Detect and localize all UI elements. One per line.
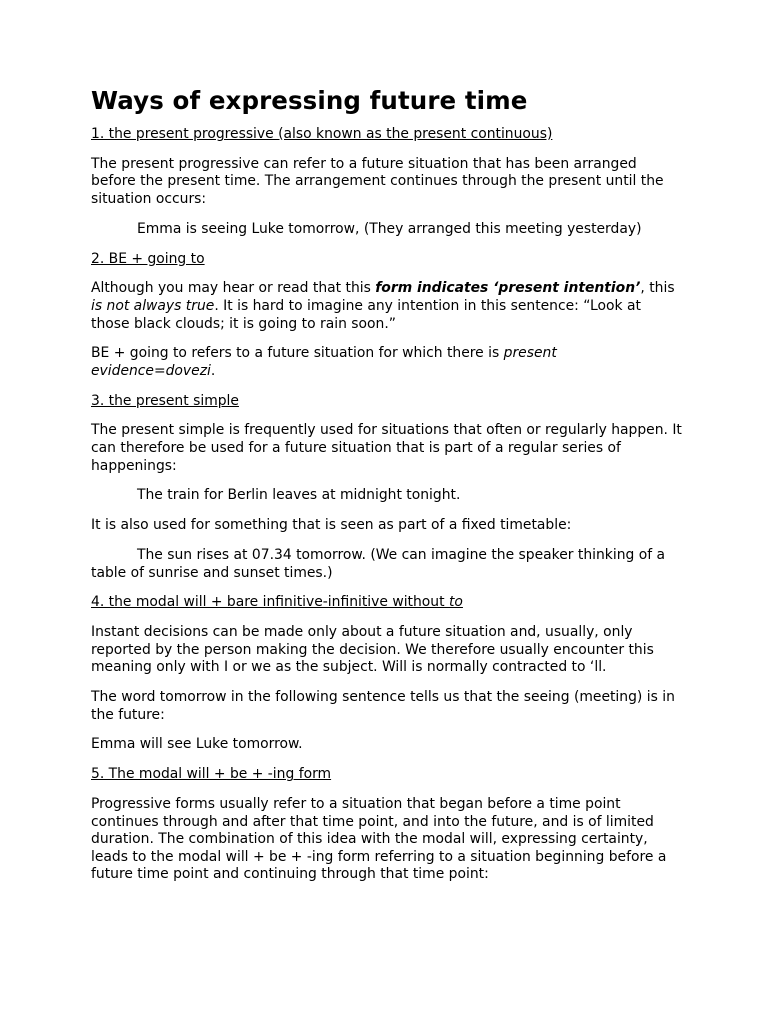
section-3-example-1: The train for Berlin leaves at midnight tonight. xyxy=(137,487,461,504)
section-1-heading: 1. the present progressive (also known as the present continuous) xyxy=(91,126,553,142)
section-3-paragraph: The present simple is frequently used for situations that often or regularly happen. It can therefore be used for a future situation that is part of a regular series of happenings: xyxy=(91,422,682,474)
section-4-paragraph-2: The word tomorrow in the following sentence tells us that the seeing (meeting) is in the future: xyxy=(91,689,675,723)
section-1-example: Emma is seeing Luke tomorrow, (They arranged this meeting yesterday) xyxy=(137,220,642,237)
section-2-paragraph-2: BE + going to refers to a future situation for which there is present evidence=dovezi. xyxy=(91,345,557,379)
section-3-heading: 3. the present simple xyxy=(91,392,239,409)
document-title: Ways of expressing future time xyxy=(91,86,528,115)
emphasis-present-intention: form indicates ‘present intention’ xyxy=(375,280,641,297)
section-2-paragraph-1: Although you may hear or read that this form indicates ‘present intention’, this is not always true. It is hard to imagine any intention in this sentence: “Look at those black clouds; it is going to rain soon.” xyxy=(91,280,675,332)
document-page xyxy=(91,86,683,896)
section-5-paragraph: Progressive forms usually refer to a situation that began before a time point continues through and after that time point, and into the future, and is of limited duration. The combination of this idea with the modal will, expressing certainty, leads to the modal will + be + -ing form referring to a situation beginning before a future time point and continuing through that time point: xyxy=(91,796,667,883)
emphasis-not-always-true: is not always true xyxy=(91,297,215,314)
section-3-paragraph-2: It is also used for something that is seen as part of a fixed timetable: xyxy=(91,517,572,534)
section-5-heading: 5. The modal will + be + -ing form xyxy=(91,766,332,783)
section-4-heading: 4. the modal will + bare infinitive-infinitive without to xyxy=(91,594,463,611)
emphasis-present-evidence: present evidence=dovezi xyxy=(91,345,557,379)
section-2-heading: 2. BE + going to xyxy=(91,250,205,267)
section-1-paragraph: The present progressive can refer to a future situation that has been arranged before the present time. The arrangement continues through the present until the situation occurs: xyxy=(91,155,664,207)
section-3-example-2: The sun rises at 07.34 tomorrow. (We can imagine the speaker thinking of a table of sunrise and sunset times.) xyxy=(91,546,666,581)
section-4-paragraph-1: Instant decisions can be made only about a future situation and, usually, only reported by the person making the decision. We therefore usually encounter this meaning only with I or we as the subject. Will is normally contracted to ‘ll. xyxy=(91,624,654,676)
section-4-example: Emma will see Luke tomorrow. xyxy=(91,736,303,753)
